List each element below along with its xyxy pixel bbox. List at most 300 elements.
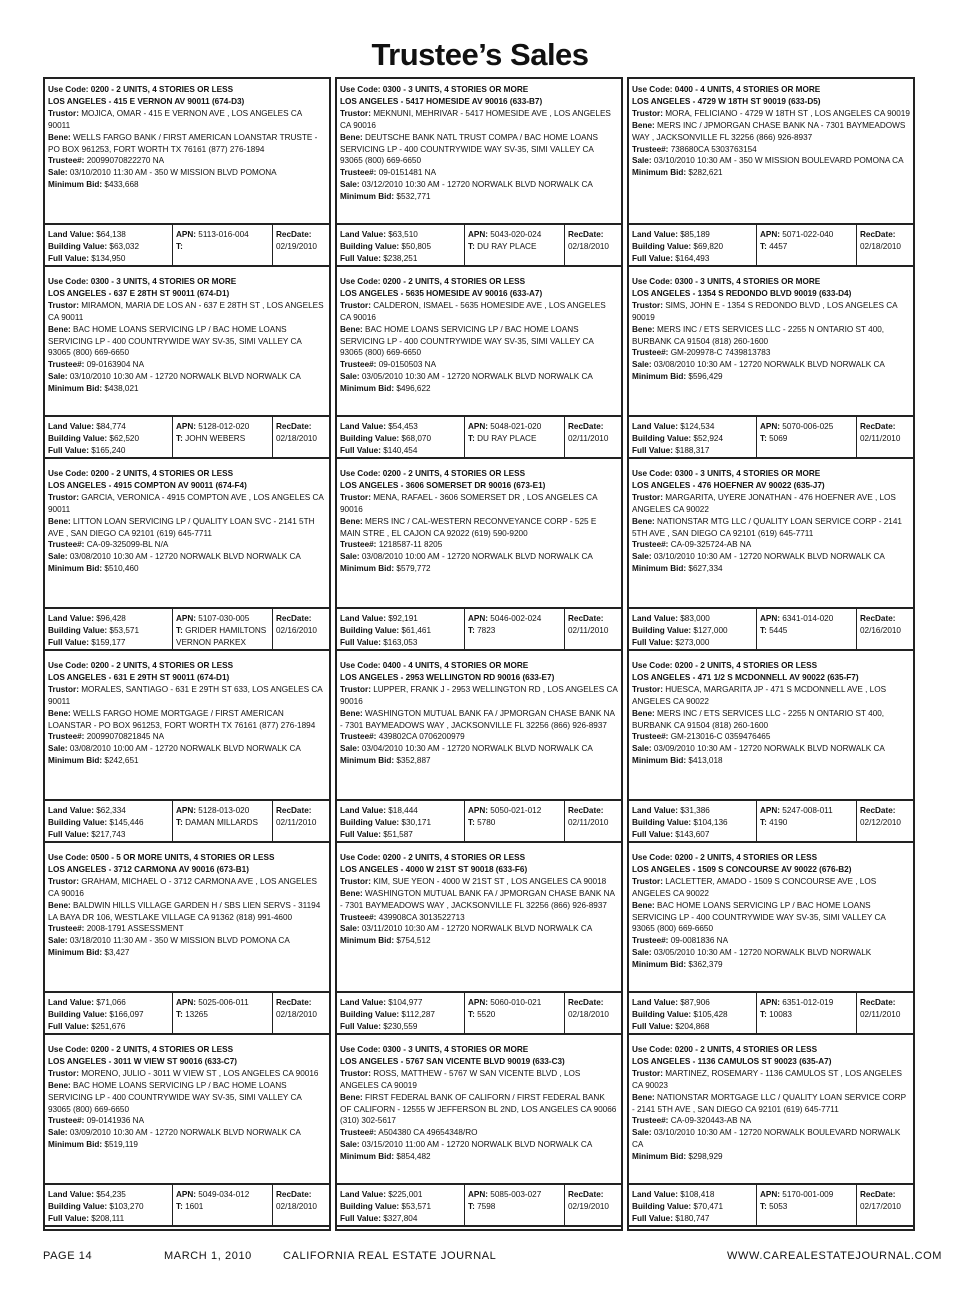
listing-details — [629, 1039, 913, 1183]
listing-column — [627, 77, 915, 1231]
sale-info-label: Sale: — [48, 1128, 68, 1138]
trustee-number — [632, 731, 910, 743]
beneficiary — [632, 708, 910, 732]
footer-page-number: PAGE 14 — [43, 1250, 93, 1262]
sale-info-label: Sale: — [632, 360, 652, 370]
tract — [468, 817, 564, 829]
recdate-value: 02/16/2010 — [860, 625, 901, 635]
full-value-value: $165,240 — [91, 445, 126, 455]
use-code: Use Code: 0200 - 2 UNITS, 4 STORIES OR LESS — [48, 85, 234, 94]
recdate-value: 02/11/2010 — [276, 817, 317, 827]
apn-label: APN: — [176, 806, 197, 815]
beneficiary — [340, 888, 618, 912]
property-address: LOS ANGELES - 5767 SAN VICENTE BLVD 90019 (633-C3) — [340, 1056, 565, 1066]
trustor-value: LUPPER, FRANK J - 2953 WELLINGTON RD , LOS ANGELES CA 90016 — [340, 684, 618, 706]
beneficiary — [340, 1092, 618, 1128]
apn-label: APN: — [468, 230, 489, 239]
valuation-table — [337, 799, 621, 843]
property-address: LOS ANGELES - 415 E VERNON AV 90011 (674-D3) — [48, 96, 245, 106]
trustor-label: Trustor: — [340, 108, 371, 118]
trustor-value: CALDERON, ISMAEL - 5635 HOMESIDE AVE , LOS ANGELES CA 90016 — [340, 300, 606, 322]
beneficiary — [340, 516, 618, 540]
building-value-value: $69,820 — [693, 241, 724, 251]
use-code: Use Code: 0300 - 3 UNITS, 4 STORIES OR MORE — [48, 277, 237, 286]
trustee-number-label: Trustee#: — [340, 360, 377, 370]
recdate-cell — [273, 225, 329, 265]
beneficiary-label: Bene: — [340, 888, 363, 898]
full-value — [340, 1213, 464, 1225]
tract-label: T: — [468, 625, 475, 635]
recdate-label: RecDate: — [276, 806, 312, 815]
recdate-label: RecDate: — [568, 422, 604, 431]
minimum-bid — [48, 383, 326, 395]
values-cell — [629, 225, 757, 265]
trustee-number-label: Trustee#: — [48, 360, 85, 370]
land-value — [340, 997, 464, 1009]
sale-info — [632, 743, 910, 755]
trustor-value: MORENO, JULIO - 3011 W VIEW ST , LOS ANGELES CA 90016 — [81, 1068, 319, 1078]
recdate-value: 02/12/2010 — [860, 817, 901, 827]
land-value-value: $83,000 — [680, 614, 710, 623]
recdate-label: RecDate: — [860, 422, 896, 431]
apn — [176, 421, 272, 433]
beneficiary-label: Bene: — [340, 1092, 363, 1102]
values-cell — [337, 417, 465, 457]
tract-value: 1601 — [185, 1201, 204, 1211]
recdate-cell — [857, 225, 913, 265]
sale-info — [48, 371, 326, 383]
land-value-value: $96,428 — [96, 614, 126, 623]
land-value — [48, 1189, 172, 1201]
apn-cell — [465, 993, 565, 1033]
trustor-label: Trustor: — [48, 684, 79, 694]
valuation-table — [629, 1183, 913, 1227]
beneficiary-label: Bene: — [632, 120, 655, 130]
trustor-value: MARTINEZ, ROSEMARY - 1136 CAMULOS ST , LOS ANGELES CA 90023 — [632, 1068, 902, 1090]
tract-value: 13265 — [185, 1009, 208, 1019]
listing-record — [337, 1039, 621, 1225]
building-value-value: $103,270 — [109, 1201, 144, 1211]
building-value — [632, 1201, 756, 1213]
sale-info — [340, 551, 618, 563]
tract — [760, 433, 856, 445]
trustee-number-label: Trustee#: — [48, 540, 85, 550]
property-address: LOS ANGELES - 637 E 28TH ST 90011 (674-D1) — [48, 288, 230, 298]
building-value-label: Building Value: — [632, 1009, 692, 1019]
minimum-bid-label: Minimum Bid: — [632, 756, 687, 766]
building-value-value: $63,032 — [109, 241, 140, 251]
valuation-table — [337, 223, 621, 267]
recdate-label: RecDate: — [568, 1190, 604, 1199]
building-value — [632, 1009, 756, 1021]
apn — [760, 1189, 856, 1201]
building-value-value: $70,471 — [693, 1201, 724, 1211]
beneficiary — [632, 324, 910, 348]
trustee-number-value: 20099070821845 NA — [86, 732, 165, 742]
listing-record — [45, 847, 329, 1039]
recdate-value: 02/18/2010 — [276, 433, 317, 443]
trustee-number — [340, 731, 618, 743]
building-value-label: Building Value: — [48, 1201, 108, 1211]
property-address: LOS ANGELES - 4000 W 21ST ST 90018 (633-F6) — [340, 864, 528, 874]
apn — [468, 805, 564, 817]
listing-details — [629, 271, 913, 415]
building-value — [48, 1201, 172, 1213]
trustee-number-label: Trustee#: — [340, 168, 377, 178]
building-value — [632, 433, 756, 445]
property-address: LOS ANGELES - 4729 W 18TH ST 90019 (633-D5) — [632, 96, 821, 106]
trustee-number-value: 09-0141936 NA — [86, 1116, 145, 1126]
trustee-number-value: 2008-1791 ASSESSMENT — [86, 924, 184, 934]
recdate-value: 02/18/2010 — [568, 241, 609, 251]
land-value — [48, 613, 172, 625]
tract-label: T: — [176, 1009, 183, 1019]
apn-label: APN: — [176, 422, 197, 431]
tract-value: 5069 — [769, 433, 788, 443]
building-value — [632, 817, 756, 829]
minimum-bid-value: $596,429 — [688, 372, 723, 382]
apn-cell — [757, 417, 857, 457]
valuation-table — [337, 415, 621, 459]
sale-info-value: 03/09/2010 10:30 AM - 12720 NORWALK BLVD NORWALK CA — [653, 744, 885, 754]
apn-value: 5107-030-005 — [198, 614, 250, 623]
land-value — [632, 805, 756, 817]
minimum-bid — [340, 383, 618, 395]
full-value-value: $327,804 — [383, 1213, 418, 1223]
building-value-label: Building Value: — [632, 241, 692, 251]
beneficiary-label: Bene: — [340, 516, 363, 526]
trustee-number-value: GM-209978-C 7439813783 — [670, 348, 771, 358]
apn-value: 5049-034-012 — [198, 1190, 250, 1199]
footer-website: WWW.CAREALESTATEJOURNAL.COM — [727, 1250, 943, 1262]
land-value-label: Land Value: — [632, 806, 678, 815]
sale-info — [340, 1139, 618, 1151]
recdate-cell — [857, 801, 913, 841]
apn-cell — [173, 609, 273, 649]
minimum-bid-value: $754,512 — [396, 936, 431, 946]
trustee-number — [632, 144, 910, 156]
listing-record — [45, 1039, 329, 1225]
full-value — [48, 637, 172, 649]
building-value-label: Building Value: — [48, 817, 108, 827]
trustee-number — [48, 1115, 326, 1127]
tract-label: T: — [760, 241, 767, 251]
full-value-label: Full Value: — [632, 829, 673, 839]
trustor-value: MOJICA, OMAR - 415 E VERNON AVE , LOS ANGELES CA 90011 — [48, 108, 302, 130]
trustee-number-label: Trustee#: — [48, 924, 85, 934]
minimum-bid-label: Minimum Bid: — [48, 384, 103, 394]
beneficiary-value: BALDWIN HILLS VILLAGE GARDEN H / SBS LIEN SERVS - 31194 LA BAYA DR 106, WESTLAKE VILLAGE CA 91362 (818) 991-4600 — [48, 900, 321, 922]
values-cell — [45, 225, 173, 265]
minimum-bid — [340, 935, 618, 947]
beneficiary-label: Bene: — [632, 324, 655, 334]
full-value-value: $251,676 — [91, 1021, 126, 1031]
full-value — [340, 637, 464, 649]
apn-value: 5043-020-024 — [490, 230, 542, 239]
apn-value: 5170-001-009 — [782, 1190, 834, 1199]
building-value-label: Building Value: — [340, 241, 400, 251]
minimum-bid-label: Minimum Bid: — [340, 564, 395, 574]
use-code: Use Code: 0300 - 3 UNITS, 4 STORIES OR MORE — [632, 277, 821, 286]
apn-label: APN: — [760, 614, 781, 623]
apn-cell — [173, 993, 273, 1033]
apn — [468, 1189, 564, 1201]
listing-record — [629, 1039, 913, 1225]
trustor — [340, 876, 618, 888]
building-value-label: Building Value: — [48, 433, 108, 443]
recdate-label: RecDate: — [276, 1190, 312, 1199]
trustee-number-label: Trustee#: — [340, 732, 377, 742]
recdate-cell — [857, 993, 913, 1033]
beneficiary-label: Bene: — [340, 132, 363, 142]
trustee-number-value: A504380 CA 49654348/RO — [378, 1128, 478, 1138]
beneficiary-value: BAC HOME LOANS SERVICING LP / BAC HOME LOANS SERVICING LP - 400 COUNTRYWIDE WAY SV-35, SIMI VALLEY CA 93065 (800) 669-6650 — [632, 900, 886, 934]
tract — [468, 1009, 564, 1021]
full-value — [632, 637, 756, 649]
trustor-value: ROSS, MATTHEW - 5767 W SAN VICENTE BLVD , LOS ANGELES CA 90019 — [340, 1068, 581, 1090]
building-value-label: Building Value: — [632, 625, 692, 635]
minimum-bid — [632, 563, 910, 575]
sale-info — [340, 371, 618, 383]
valuation-table — [629, 223, 913, 267]
trustor-value: MENA, RAFAEL - 3606 SOMERSET DR , LOS ANGELES CA 90016 — [340, 492, 598, 514]
full-value-label: Full Value: — [48, 253, 89, 263]
apn — [176, 805, 272, 817]
listing-record — [337, 79, 621, 271]
recdate-label: RecDate: — [568, 998, 604, 1007]
beneficiary-label: Bene: — [48, 1080, 71, 1090]
recdate-value: 02/18/2010 — [276, 1201, 317, 1211]
trustee-number-label: Trustee#: — [340, 540, 377, 550]
listing-record — [629, 847, 913, 1039]
minimum-bid — [48, 1139, 326, 1151]
apn-cell — [757, 609, 857, 649]
recdate-label: RecDate: — [860, 998, 896, 1007]
recdate-value: 02/11/2010 — [568, 433, 609, 443]
listing-details — [45, 271, 329, 415]
trustee-number-value: 738680CA 5303763154 — [670, 144, 757, 154]
sale-info-label: Sale: — [340, 180, 360, 190]
sale-info — [632, 551, 910, 563]
tract-label: T: — [176, 241, 183, 251]
minimum-bid — [632, 371, 910, 383]
tract — [176, 625, 272, 649]
building-value — [632, 241, 756, 253]
full-value-value: $208,111 — [91, 1213, 125, 1223]
tract — [176, 817, 272, 829]
apn-value: 5046-002-024 — [490, 614, 542, 623]
minimum-bid — [340, 191, 618, 203]
building-value — [340, 817, 464, 829]
apn-label: APN: — [760, 806, 781, 815]
land-value-label: Land Value: — [340, 422, 386, 431]
trustor-label: Trustor: — [632, 492, 663, 502]
listing-record — [337, 847, 621, 1039]
property-address: LOS ANGELES - 1354 S REDONDO BLVD 90019 (633-D4) — [632, 288, 852, 298]
full-value-label: Full Value: — [340, 637, 381, 647]
apn-value: 5060-010-021 — [490, 998, 542, 1007]
beneficiary-value: NATIONSTAR MORTGAGE LLC / QUALITY LOAN SERVICE CORP - 2141 5TH AVE , SAN DIEGO CA 92101 (619) 645-7711 — [632, 1092, 906, 1114]
tract-label: T: — [176, 433, 183, 443]
apn-label: APN: — [176, 1190, 197, 1199]
apn-label: APN: — [760, 1190, 781, 1199]
trustee-number-label: Trustee#: — [632, 1116, 669, 1126]
sale-info-label: Sale: — [340, 552, 360, 562]
sale-info-value: 03/05/2010 10:30 AM - 12720 NORWALK BLVD NORWALK CA — [361, 372, 593, 382]
trustee-number-value: 09-0150503 NA — [378, 360, 437, 370]
apn — [176, 229, 272, 241]
trustee-number-label: Trustee#: — [632, 348, 669, 358]
sale-info — [48, 551, 326, 563]
apn — [760, 613, 856, 625]
beneficiary — [48, 516, 326, 540]
land-value — [340, 613, 464, 625]
building-value-label: Building Value: — [340, 1009, 400, 1019]
use-code: Use Code: 0200 - 2 UNITS, 4 STORIES OR LESS — [632, 661, 818, 670]
building-value — [340, 625, 464, 637]
apn — [176, 613, 272, 625]
land-value — [48, 421, 172, 433]
full-value — [48, 1213, 172, 1225]
full-value — [48, 253, 172, 265]
listing-record — [337, 271, 621, 463]
trustee-number — [632, 539, 910, 551]
use-code: Use Code: 0200 - 2 UNITS, 4 STORIES OR LESS — [48, 1045, 234, 1054]
land-value-value: $104,977 — [388, 998, 423, 1007]
sale-info — [632, 1127, 910, 1151]
full-value-value: $163,053 — [383, 637, 418, 647]
minimum-bid — [632, 755, 910, 767]
minimum-bid-value: $433,668 — [104, 180, 139, 190]
land-value — [340, 421, 464, 433]
land-value-value: $54,453 — [388, 422, 418, 431]
trustee-number-label: Trustee#: — [48, 732, 85, 742]
values-cell — [629, 993, 757, 1033]
recdate-value: 02/18/2010 — [568, 1009, 609, 1019]
sale-info-label: Sale: — [632, 744, 652, 754]
recdate-label: RecDate: — [860, 1190, 896, 1199]
sale-info-label: Sale: — [48, 552, 68, 562]
tract-value: 7823 — [477, 625, 496, 635]
trustor-label: Trustor: — [340, 492, 371, 502]
values-cell — [337, 993, 465, 1033]
beneficiary — [48, 708, 326, 732]
trustee-number — [340, 167, 618, 179]
minimum-bid-value: $854,482 — [396, 1152, 431, 1162]
listing-column — [43, 77, 331, 1231]
minimum-bid-label: Minimum Bid: — [632, 960, 687, 970]
sale-info-value: 03/18/2010 11:30 AM - 350 W MISSION BLVD POMONA CA — [69, 936, 290, 946]
values-cell — [45, 609, 173, 649]
tract — [468, 625, 564, 637]
trustee-number-value: 09-0163904 NA — [86, 360, 145, 370]
apn-label: APN: — [468, 806, 489, 815]
recdate-cell — [565, 993, 621, 1033]
sale-info-label: Sale: — [632, 948, 652, 958]
apn-value: 5247-008-011 — [782, 806, 833, 815]
beneficiary-label: Bene: — [48, 900, 71, 910]
footer-publication: CALIFORNIA REAL ESTATE JOURNAL — [283, 1250, 497, 1262]
building-value-value: $52,924 — [693, 433, 724, 443]
minimum-bid — [632, 959, 910, 971]
trustor-value: MORALES, SANTIAGO - 631 E 29TH ST 633, LOS ANGELES CA 90011 — [48, 684, 323, 706]
sale-info — [340, 743, 618, 755]
recdate-cell — [857, 1185, 913, 1225]
apn-cell — [757, 801, 857, 841]
beneficiary-label: Bene: — [632, 708, 655, 718]
recdate-label: RecDate: — [568, 806, 604, 815]
minimum-bid-value: $282,621 — [688, 168, 723, 178]
values-cell — [337, 225, 465, 265]
sale-info-value: 03/10/2010 10:30 AM - 12720 NORWALK BLVD NORWALK CA — [653, 552, 885, 562]
use-code: Use Code: 0400 - 4 UNITS, 4 STORIES OR MORE — [632, 85, 821, 94]
sale-info-value: 03/11/2010 10:30 AM - 12720 NORWALK BLVD NORWALK CA — [361, 924, 593, 934]
beneficiary — [48, 1080, 326, 1116]
recdate-value: 02/11/2010 — [568, 625, 609, 635]
apn-value: 5048-021-020 — [490, 422, 542, 431]
full-value-label: Full Value: — [632, 1021, 673, 1031]
beneficiary — [340, 324, 618, 360]
trustor — [48, 492, 326, 516]
recdate-cell — [273, 609, 329, 649]
apn-value: 6341-014-020 — [782, 614, 834, 623]
beneficiary — [632, 1092, 910, 1116]
minimum-bid-label: Minimum Bid: — [340, 192, 395, 202]
apn — [468, 613, 564, 625]
listing-record — [45, 463, 329, 655]
apn-label: APN: — [468, 998, 489, 1007]
sale-info — [340, 179, 618, 191]
building-value-value: $62,520 — [109, 433, 140, 443]
recdate-label: RecDate: — [276, 614, 312, 623]
minimum-bid-value: $510,460 — [104, 564, 139, 574]
property-address: LOS ANGELES - 631 E 29TH ST 90011 (674-D1) — [48, 672, 230, 682]
building-value-label: Building Value: — [48, 1009, 108, 1019]
valuation-table — [337, 991, 621, 1035]
property-address: LOS ANGELES - 3011 W VIEW ST 90016 (633-C7) — [48, 1056, 237, 1066]
valuation-table — [629, 799, 913, 843]
trustee-number-value: 1218587-11 8205 — [378, 540, 443, 550]
land-value — [632, 229, 756, 241]
tract-value: 5520 — [477, 1009, 496, 1019]
use-code: Use Code: 0300 - 3 UNITS, 4 STORIES OR MORE — [340, 85, 529, 94]
minimum-bid-label: Minimum Bid: — [48, 180, 103, 190]
beneficiary-value: BAC HOME LOANS SERVICING LP / BAC HOME LOANS SERVICING LP - 400 COUNTRYWIDE WAY SV-35, SIMI VALLEY CA 93065 (800) 669-6650 — [48, 1080, 302, 1114]
tract-value: 5445 — [769, 625, 788, 635]
recdate-cell — [273, 801, 329, 841]
trustor — [632, 876, 910, 900]
land-value-label: Land Value: — [632, 230, 678, 239]
valuation-table — [45, 991, 329, 1035]
apn-value: 5085-003-027 — [490, 1190, 542, 1199]
beneficiary — [632, 516, 910, 540]
trustee-number — [632, 1115, 910, 1127]
trustor-label: Trustor: — [340, 300, 371, 310]
building-value-label: Building Value: — [340, 625, 400, 635]
full-value — [632, 829, 756, 841]
listing-column — [335, 77, 623, 1231]
tract-value: 5780 — [477, 817, 496, 827]
trustee-number — [48, 731, 326, 743]
building-value-label: Building Value: — [340, 817, 400, 827]
trustor — [632, 108, 910, 120]
valuation-table — [337, 607, 621, 651]
land-value — [632, 613, 756, 625]
property-address: LOS ANGELES - 4915 COMPTON AV 90011 (674-F4) — [48, 480, 247, 490]
listing-record — [629, 463, 913, 655]
apn — [176, 997, 272, 1009]
beneficiary-label: Bene: — [48, 132, 71, 142]
